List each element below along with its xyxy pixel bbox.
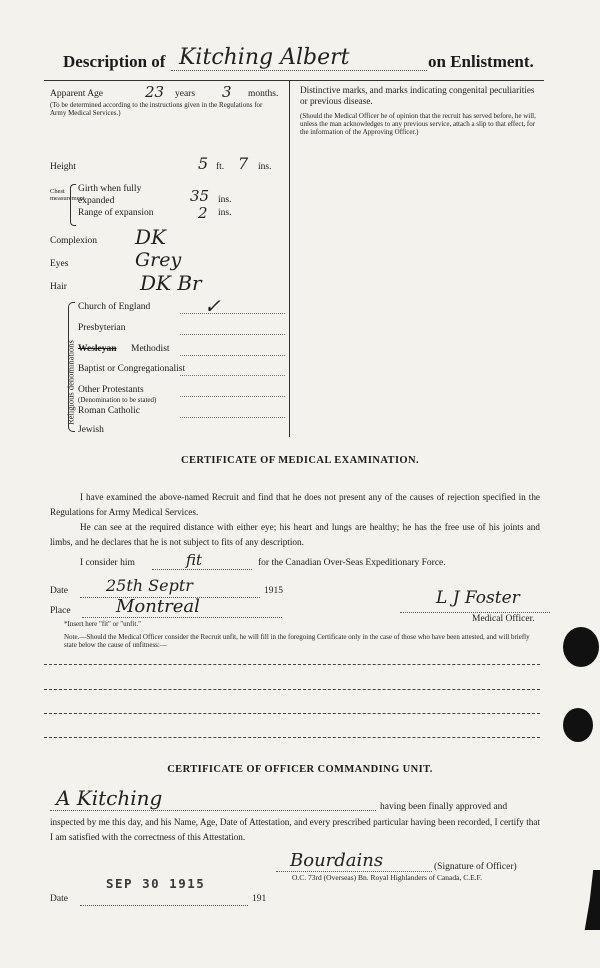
medical-certificate-title: CERTIFICATE OF MEDICAL EXAMINATION.: [180, 455, 420, 466]
range-ins-label: ins.: [218, 208, 232, 218]
punch-hole-top: [563, 627, 599, 667]
rel-methodist: Methodist: [131, 344, 170, 354]
medical-officer-signature: L J Foster: [436, 588, 520, 608]
officer-certificate-title: CERTIFICATE OF OFFICER COMMANDING UNIT.: [167, 764, 433, 775]
enlistee-name: Kitching Albert: [179, 45, 350, 70]
medical-date-value: 25th Septr: [106, 576, 193, 595]
medical-para-1: I have examined the above-named Recruit and find that he does not present any of the causes of rejection specified in the Regulations for Army Medical Services.: [50, 492, 540, 517]
height-ft-value: 5: [198, 154, 209, 173]
header-description-of: Description of: [63, 52, 166, 71]
unfit-cause-line-3: [44, 713, 540, 714]
officer-recruit-name: A Kitching: [56, 786, 163, 810]
consider-label: I consider him: [80, 558, 135, 568]
medical-place-row: [50, 598, 350, 620]
officer-date-underline: [80, 905, 248, 906]
girth-value: 35: [190, 187, 210, 205]
medical-year-value: 1915: [264, 586, 283, 596]
distinctive-marks-title: Distinctive marks, and marks indicating congenital peculiarities or previous disease.: [300, 85, 535, 106]
medical-officer-note: (Should the Medical Officer be of opinion that the recruit has served before, he will, unless the man acknowledges to any previous service, attach a slip to that effect, for the information of the Approving Officer.): [300, 112, 536, 136]
range-value: 2: [198, 204, 208, 222]
medical-date-row: [50, 578, 350, 600]
column-divider: [289, 80, 290, 437]
rel-denomination-note: (Denomination to be stated): [78, 396, 157, 404]
age-years-value: 23: [145, 83, 165, 101]
years-label: years: [175, 89, 196, 99]
punch-hole-bottom: [563, 708, 593, 742]
apparent-age-label: Apparent Age: [50, 89, 104, 99]
consider-tail: for the Canadian Over-Seas Expeditionary Force.: [258, 558, 446, 568]
insert-fit-note: *Insert here "fit" or "unfit.": [64, 620, 141, 628]
officer-year-value: 191: [252, 894, 267, 904]
complexion-row: [50, 225, 285, 251]
religions-label: Religious denominations: [65, 340, 76, 425]
rel-church-of-england: Church of England: [78, 302, 151, 312]
complexion-label: Complexion: [50, 236, 97, 246]
rel-check-mark: ✓: [204, 294, 221, 318]
girth-row: [78, 183, 278, 209]
officer-date-label: Date: [50, 894, 68, 904]
officer-signature-underline: [276, 871, 432, 872]
paper-tear: [583, 870, 600, 930]
hair-row: [50, 271, 285, 297]
range-row: [78, 204, 278, 226]
medical-place-label: Place: [50, 606, 71, 616]
date-stamp: SEP 30 1915: [106, 876, 206, 891]
religion-rules: [180, 300, 285, 435]
rel-roman-catholic: Roman Catholic: [78, 406, 141, 416]
unfit-cause-line-4: [44, 737, 540, 738]
rel-jewish: Jewish: [78, 425, 104, 435]
eyes-value: Grey: [135, 249, 182, 271]
chest-measurement-label: Chest measurement: [50, 188, 85, 202]
chest-brace: [70, 184, 76, 226]
height-label: Height: [50, 162, 76, 172]
hair-value: DK Br: [140, 271, 202, 295]
medical-date-label: Date: [50, 586, 68, 596]
medical-officer-label: Medical Officer.: [472, 614, 535, 624]
girth-label: Girth when fully expanded: [78, 184, 142, 206]
officer-para: inspected by me this day, and his Name, Age, Date of Attestation, and every prescribed particular having been recorded, I certify that I am satisfied with the correctness of this Attestation.: [50, 817, 540, 842]
medical-place-underline: [82, 617, 282, 618]
months-label: months.: [248, 89, 279, 99]
officer-date-row: [50, 892, 270, 912]
religions-brace: [68, 302, 75, 432]
header-title: [63, 45, 543, 76]
name-underline: [171, 70, 427, 71]
unfit-cause-line-2: [44, 689, 540, 690]
officer-name-row: [50, 786, 540, 814]
eyes-label: Eyes: [50, 259, 69, 269]
medical-signature-underline: [400, 612, 550, 613]
rel-wesleyan: Wesleyan: [78, 344, 117, 354]
range-label: Range of expansion: [78, 208, 154, 218]
header-on-enlistment: on Enlistment.: [428, 52, 534, 71]
officer-name-tail: having been finally approved and: [380, 802, 508, 812]
girth-ins-label: ins.: [218, 195, 232, 205]
height-in-value: 7: [238, 154, 249, 173]
officer-signature-label: (Signature of Officer): [434, 862, 517, 872]
rel-baptist: Baptist or Congregationalist: [78, 364, 186, 374]
unfit-cause-line-1: [44, 664, 540, 665]
ft-label: ft.: [216, 162, 225, 172]
medical-para-2: He can see at the required distance with either eye; his heart and lungs are healthy; he has the free use of his joints and limbs, and he declares that he is not subject to fits of any description.: [50, 522, 540, 547]
rel-presbyterian: Presbyterian: [78, 323, 126, 333]
height-row: [50, 154, 285, 177]
medical-place-value: Montreal: [116, 596, 200, 617]
age-months-value: 3: [222, 83, 232, 101]
consider-row: [80, 551, 540, 573]
consider-underline: [152, 569, 252, 570]
rel-other-protestants: Other Protestants: [78, 385, 144, 395]
hair-label: Hair: [50, 282, 67, 292]
ins-label: ins.: [258, 162, 272, 172]
complexion-value: DK: [135, 225, 166, 249]
officer-unit-line: O.C. 73rd (Overseas) Bn. Royal Highlanders of Canada, C.E.F.: [292, 873, 482, 882]
fitness-value: fit: [186, 551, 203, 569]
unfit-note: Note.—Should the Medical Officer consider the Recruit unfit, he will fill in the foregoing Certificate only in the case of those who have been attested, and will briefly state below the cause of unfitness:—: [64, 633, 530, 649]
officer-name-underline: [50, 810, 376, 811]
age-note: (To be determined according to the instructions given in the Regulations for Army Medical Services.): [50, 101, 263, 117]
top-rule: [44, 80, 544, 81]
officer-signature: Bourdains: [290, 850, 384, 871]
